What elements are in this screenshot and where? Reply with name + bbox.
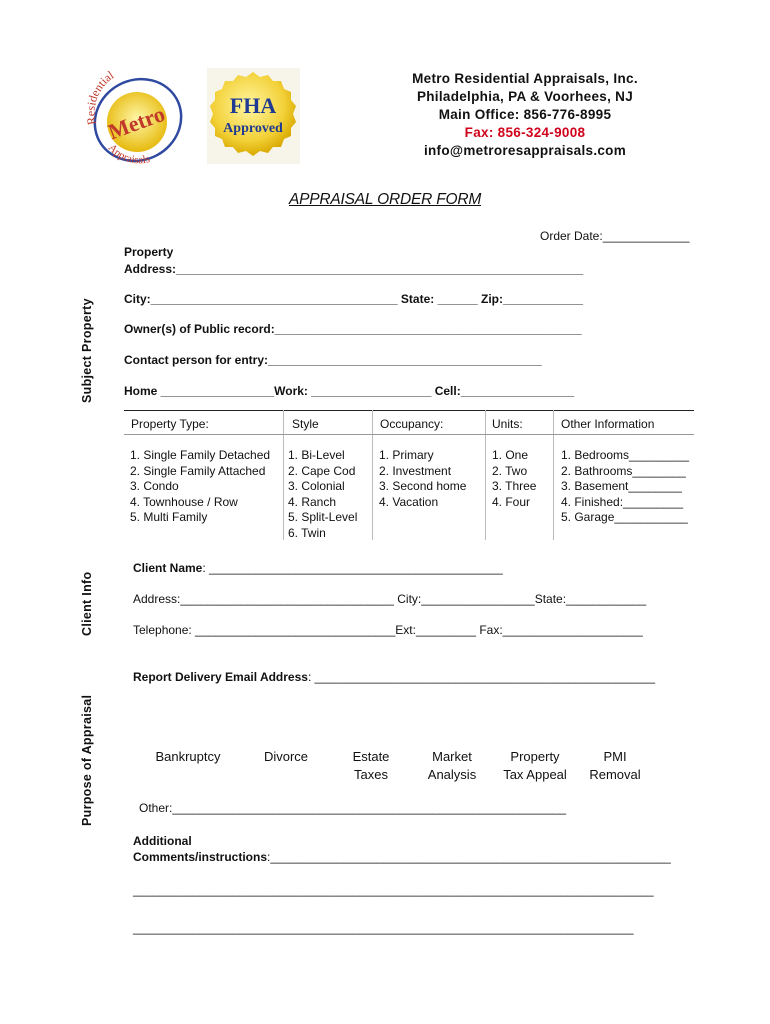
list-item[interactable]: 2. Two xyxy=(492,463,528,478)
purpose-estate-taxes[interactable]: Estate Taxes xyxy=(352,749,390,782)
owners-field[interactable]: Owner(s) of Public record:______________________________________________ xyxy=(124,322,582,336)
comments-field[interactable] xyxy=(133,850,671,864)
list-item[interactable]: 1. Primary xyxy=(379,448,434,462)
client-name-label: Client Name xyxy=(133,561,203,575)
company-main-office: Main Office: 856-776-8995 xyxy=(438,107,612,122)
header-occupancy: Occupancy: xyxy=(380,417,444,431)
list-item[interactable]: 4. Vacation xyxy=(379,494,439,509)
delivery-email-field[interactable] xyxy=(133,670,655,684)
list-item[interactable]: 4. Finished:_________ xyxy=(561,494,684,509)
order-date-field[interactable]: Order Date:_____________ xyxy=(540,229,690,243)
other-purpose-field[interactable]: Other:___________________________________________________________ xyxy=(139,801,567,815)
list-item[interactable]: 4. Ranch xyxy=(288,494,337,509)
contact-person-field[interactable]: Contact person for entry:_________________________________________ xyxy=(124,353,542,367)
units-list xyxy=(492,448,536,510)
comments-label-line1: Additional xyxy=(133,834,192,848)
client-name-blank[interactable]: : ____________________________________________ xyxy=(202,561,503,575)
list-item[interactable]: 3. Colonial xyxy=(288,479,345,494)
list-item[interactable]: 1. Bi-Level xyxy=(288,448,345,462)
company-location: Philadelphia, PA & Voorhees, NJ xyxy=(416,89,634,104)
fha-seal xyxy=(207,68,300,164)
list-item[interactable]: 3. Condo xyxy=(130,479,179,494)
header-style: Style xyxy=(292,417,319,431)
client-name-field[interactable] xyxy=(133,561,503,575)
metro-ring-top-text: Residential xyxy=(83,67,117,126)
comments-blank-line-1[interactable]: ______________________________________________________________________________ xyxy=(133,883,654,897)
list-item[interactable]: 2. Cape Cod xyxy=(288,463,356,478)
list-item[interactable]: 2. Single Family Attached xyxy=(130,463,266,478)
list-item[interactable]: 4. Townhouse / Row xyxy=(130,494,238,509)
delivery-email-blank[interactable]: : ___________________________________________________ xyxy=(307,670,656,684)
comments-label-line2: Comments/instructions xyxy=(133,850,268,864)
section-label-subject: Subject Property xyxy=(80,298,94,403)
list-item[interactable]: 3. Second home xyxy=(379,479,467,494)
metro-logo-text: Metro xyxy=(104,100,169,145)
list-item[interactable]: 1. Bedrooms_________ xyxy=(561,448,690,462)
purpose-bankruptcy[interactable]: Bankruptcy xyxy=(155,749,221,764)
section-label-client: Client Info xyxy=(80,571,94,636)
list-item[interactable]: 5. Split-Level xyxy=(288,510,358,525)
client-telephone-field[interactable]: Telephone: ______________________________Ext:_________ Fax:_____________________ xyxy=(133,623,643,637)
style-list xyxy=(288,448,357,542)
list-item[interactable]: 5. Garage___________ xyxy=(561,510,688,525)
comments-blank[interactable]: :____________________________________________________________ xyxy=(267,850,671,864)
purpose-divorce[interactable]: Divorce xyxy=(263,749,309,764)
purpose-market-analysis[interactable]: Market Analysis xyxy=(427,749,477,782)
comments-blank-line-2[interactable]: ___________________________________________________________________________ xyxy=(133,921,634,935)
list-item[interactable]: 3. Three xyxy=(492,479,537,494)
property-type-list xyxy=(130,448,270,526)
section-label-purpose: Purpose of Appraisal xyxy=(80,694,94,826)
property-label: Property xyxy=(124,245,174,259)
city-state-zip-field[interactable]: City:_____________________________________ State: ______ Zip:____________ xyxy=(124,292,584,306)
fha-seal-subtitle: Approved xyxy=(223,121,283,136)
header-other-info: Other Information xyxy=(561,417,655,431)
metro-logo xyxy=(82,62,192,172)
fha-seal-title: FHA xyxy=(229,93,277,118)
list-item[interactable]: 3. Basement________ xyxy=(561,479,682,494)
client-address-field[interactable]: Address:________________________________ City:_________________State:____________ xyxy=(133,592,647,606)
company-fax: Fax: 856-324-9008 xyxy=(464,125,586,140)
form-title: APPRAISAL ORDER FORM xyxy=(288,191,482,208)
company-name: Metro Residential Appraisals, Inc. xyxy=(412,71,638,86)
delivery-email-label: Report Delivery Email Address xyxy=(133,670,308,684)
occupancy-list xyxy=(379,448,466,510)
list-item[interactable]: 2. Investment xyxy=(379,463,452,478)
list-item[interactable]: 5. Multi Family xyxy=(130,510,208,525)
metro-ring-bottom-text: Appraisals xyxy=(105,141,151,167)
phones-field[interactable]: Home _________________Work: __________________ Cell:_________________ xyxy=(124,384,575,398)
header-units: Units: xyxy=(492,417,523,431)
list-item[interactable]: 2. Bathrooms________ xyxy=(561,463,686,478)
list-item[interactable]: 4. Four xyxy=(492,494,531,509)
list-item[interactable]: 1. Single Family Detached xyxy=(130,448,271,462)
header-property-type: Property Type: xyxy=(131,417,209,431)
purpose-property-tax-appeal[interactable]: Property Tax Appeal xyxy=(503,749,567,782)
company-email[interactable]: info@metroresappraisals.com xyxy=(423,143,627,158)
other-info-list xyxy=(561,448,689,526)
list-item[interactable]: 1. One xyxy=(492,448,529,462)
company-header xyxy=(330,70,720,160)
list-item[interactable]: 6. Twin xyxy=(288,525,326,540)
purpose-pmi-removal[interactable]: PMI Removal xyxy=(589,749,641,782)
property-address-field[interactable]: Address:_____________________________________________________________ xyxy=(124,262,584,276)
